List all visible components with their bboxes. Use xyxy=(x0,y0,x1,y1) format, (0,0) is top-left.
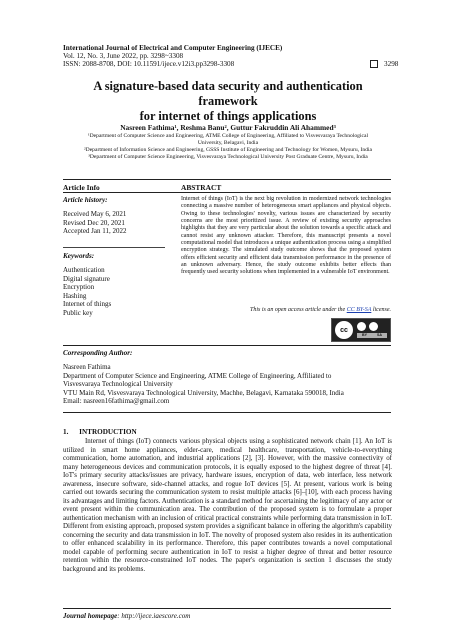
affiliation-line: University, Belagavi, India xyxy=(197,140,259,146)
keyword-item: Digital signature xyxy=(63,274,110,283)
keyword-item: Internet of things xyxy=(63,300,112,309)
license-link[interactable]: CC BY-SA xyxy=(346,307,372,313)
cc-sa-label: SA xyxy=(377,333,382,337)
corresponding-university: Visvesvaraya Technological University xyxy=(63,380,173,389)
history-heading: Article history: xyxy=(63,196,108,204)
abstract-heading: ABSTRACT xyxy=(181,183,222,192)
corresponding-author-heading: Corresponding Author: xyxy=(63,349,133,357)
paper-title-line: for internet of things applications xyxy=(139,109,317,123)
affiliations xyxy=(70,133,386,161)
keyword-item: Encryption xyxy=(63,283,95,292)
open-access-note xyxy=(181,307,391,313)
affiliation-line: ³Department of Computer Science Engineering, Visvesvaraya Technological University Post Graduate Centre, Mysuru, India xyxy=(88,154,368,160)
share-alike-icon xyxy=(369,322,378,331)
cc-by-label: BY xyxy=(362,333,367,337)
section-divider xyxy=(63,192,391,193)
middle-divider xyxy=(63,345,391,346)
creative-commons-icon: cc xyxy=(335,321,353,339)
corresponding-email: Email: nasreen16fathima@gmail.com xyxy=(63,397,170,406)
history-revised: Revised Dec 20, 2021 xyxy=(63,218,125,227)
journal-name: International Journal of Electrical and Computer Engineering (IJECE) xyxy=(63,44,283,52)
footer-divider xyxy=(63,608,391,609)
open-access-prefix: This is an open access article under the xyxy=(250,307,347,313)
author-list: Nasreen Fathima¹, Reshma Banu², Guttur Fakruddin Ali Ahammed³ xyxy=(120,123,336,132)
corresponding-dept: Department of Computer Science and Engineering, ATME College of Engineering, Affiliated to xyxy=(63,371,332,380)
article-info-heading: Article Info xyxy=(63,183,100,192)
corresponding-name: Nasreen Fathima xyxy=(63,363,111,371)
footer-label: Journal homepage xyxy=(63,612,118,620)
footer-url[interactable]: : http://ijece.iaescore.com xyxy=(117,612,191,620)
paper-title xyxy=(63,79,393,124)
keywords-heading: Keywords: xyxy=(63,252,95,260)
history-list xyxy=(63,210,165,236)
paper-title-line: A signature-based data security and authentication framework xyxy=(93,79,363,108)
footer xyxy=(63,612,190,620)
keyword-item: Public key xyxy=(63,308,93,317)
history-accepted: Accepted Jan 11, 2022 xyxy=(63,227,127,236)
history-received: Received May 6, 2021 xyxy=(63,210,127,218)
cc-by-sa-badge[interactable] xyxy=(331,318,391,342)
cc-attribute-group xyxy=(357,322,387,338)
bottom-divider xyxy=(63,412,391,413)
top-divider xyxy=(63,179,391,180)
square-icon xyxy=(370,60,378,68)
page-number xyxy=(370,60,398,68)
affiliation-line: ²Department of Information Science and Engineering, GSSS Institute of Engineering and Technology for Women, Mysuru, India xyxy=(83,147,373,153)
keywords-section xyxy=(63,252,165,318)
keywords-list xyxy=(63,266,165,318)
introduction-text: Internet of things (IoT) connects various physical objects using a sophisticated network chain [1]. An IoT is utilized in smart home appliances, elder-care, medical healthcare, transportation, vehicle-to-everything communication, home automation, and industrial applications [2], [3]. However, with the massive connectivity of many heterogeneous devices and communication protocols, it is equally exposed to the highest degree of threat [4]. IoT's primary security attacks/issues are privacy, hardware issues, encryption of data, web interface, less network awareness, insecure software, side-channel attacks, and rogue IoT devices [5]. At present, various work is being carried out towards securing the communication system to resist multiple attacks [6]–[10], with each process having its advantages and limiting factors. Authentication is a standard method for ascertaining the legitimacy of any actor or event present within the communication area. The contribution of the proposed system is to formulate a proper authentication mechanism with an inclusion of critical practical constraints while performing data transmission in IoT. Different from existing approach, proposed system provides a significant balance in offering the algorithm's capability concerning the security and data transmission in IoT. The novelty of proposed system also resides in its authentication to offer enhanced scalability in its performance. Therefore, this paper contributes towards a novel computational model capable of performing secure authentication in IoT to resist a higher degree of threat and better resource retention within the resource-constrained IoT nodes. The paper's organization is section 1 discusses the study background and its problems. xyxy=(63,437,392,573)
keyword-item: Hashing xyxy=(63,291,87,300)
keywords-divider xyxy=(63,247,165,248)
cc-label-bar xyxy=(357,333,387,338)
cc-icon-row xyxy=(357,322,387,331)
corresponding-address: VTU Main Rd, Visvesvaraya Technological University, Machhe, Belagavi, Karnataka 590018, India xyxy=(63,388,344,397)
introduction-heading: 1. INTRODUCTION xyxy=(63,428,137,436)
affiliation-line: ¹Department of Computer Science and Engineering, ATME College of Engineering, Affiliated to Visvesvaraya Technological xyxy=(87,133,369,139)
corresponding-author-details xyxy=(63,363,393,406)
person-icon xyxy=(357,322,366,331)
article-history xyxy=(63,196,165,236)
journal-volume: Vol. 12, No. 3, June 2022, pp. 3298~3308 xyxy=(63,52,184,60)
journal-issn: ISSN: 2088-8708, DOI: 10.11591/ijece.v12i3.pp3298-3308 xyxy=(63,60,235,68)
page-number-text: 3298 xyxy=(384,60,399,68)
abstract-text: Internet of things (IoT) is the next big revolution in modernized network technologies connecting a massive number of heterogeneous smart appliances and physical objects. Owing to these technologies' novelty, various issues are characterized by security concerns are the most prioritized issue. A review of existing security approaches highlights that they are very particular about the solution towards a specific attack and cannot resist any unknown attacker. Therefore, this manuscript presents a novel computational model that introduces a unique authentication process using a simplified encryption strategy. The simulated study outcome shows that the proposed system offers efficient security and efficient data transmission performance in the presence of an unknown adversary. Hence, the study outcome exhibits better effects than frequently used security solutions when implemented in a vulnerable IoT environment. xyxy=(181,196,391,276)
open-access-suffix: license. xyxy=(371,307,391,313)
keyword-item: Authentication xyxy=(63,266,105,274)
